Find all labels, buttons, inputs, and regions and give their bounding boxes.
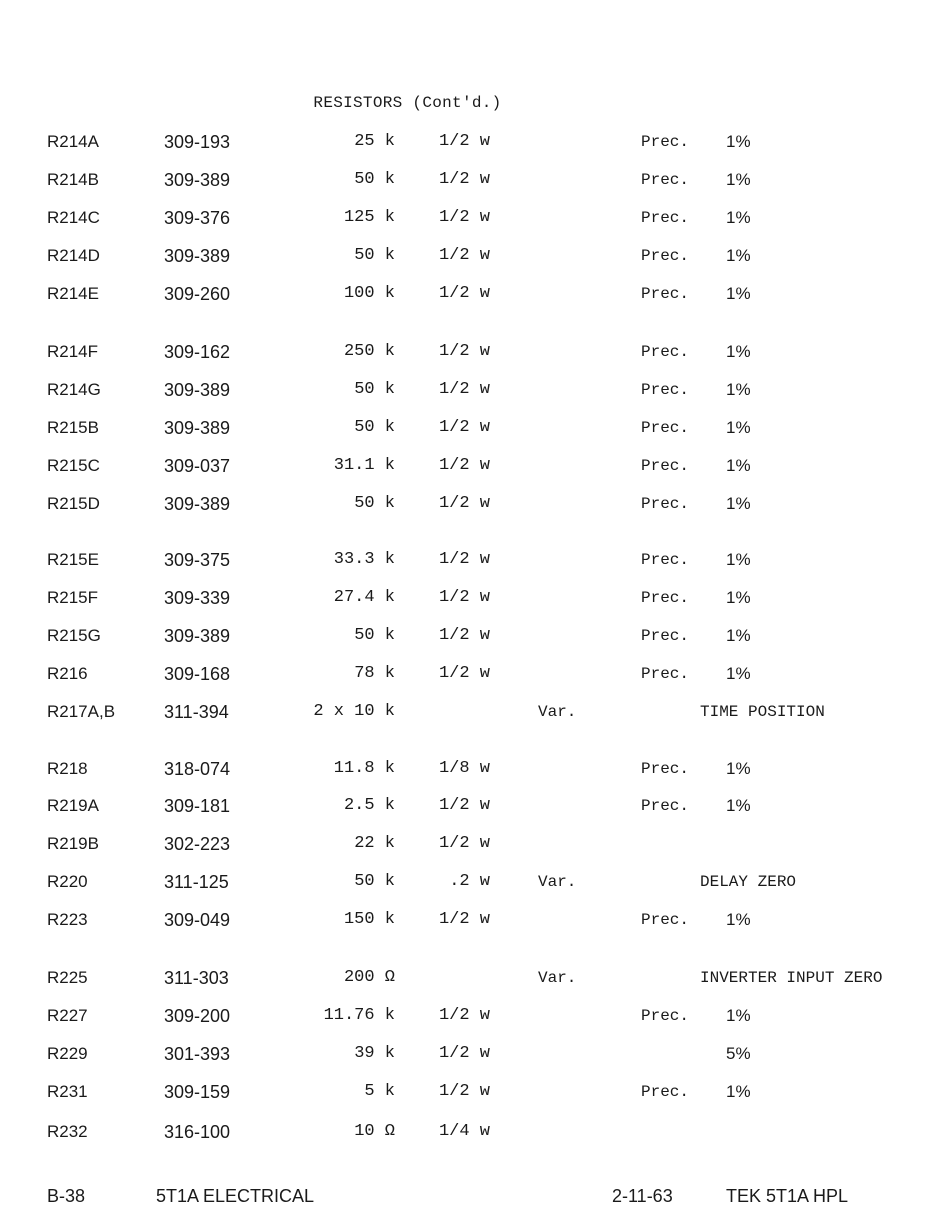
wattage: 1/2 w [438, 456, 490, 475]
wattage: 1/2 w [438, 208, 490, 227]
tolerance: 1% [726, 456, 751, 475]
wattage: 1/2 w [438, 494, 490, 513]
precision-label: Prec. [641, 419, 690, 437]
resistor-type: Var. [538, 969, 577, 987]
part-number: 309-260 [164, 284, 231, 304]
reference-designator: R217A,B [47, 702, 116, 721]
part-number: 309-168 [164, 664, 231, 684]
tolerance: 1% [726, 494, 751, 513]
tolerance: 1% [726, 796, 751, 815]
reference-designator: R215C [47, 456, 100, 475]
part-number: 309-389 [164, 494, 231, 514]
wattage: 1/2 w [438, 1082, 490, 1101]
table-row [0, 700, 950, 724]
wattage: 1/2 w [438, 588, 490, 607]
resistance-value: 125 k [343, 208, 395, 227]
resistance-value: 10 Ω [354, 1122, 395, 1141]
part-number: 311-125 [164, 872, 229, 892]
reference-designator: R219A [47, 796, 99, 815]
precision-label: Prec. [641, 343, 690, 361]
resistance-value: 11.76 k [323, 1006, 395, 1025]
wattage: 1/2 w [438, 1044, 490, 1063]
reference-designator: R214E [47, 284, 99, 303]
resistor-type: Var. [538, 703, 577, 721]
wattage: 1/2 w [438, 1006, 490, 1025]
wattage: 1/2 w [438, 246, 490, 265]
table-row [0, 206, 950, 230]
table-row [0, 966, 950, 990]
resistance-value: 50 k [354, 418, 395, 437]
resistance-value: 2 x 10 k [313, 702, 395, 721]
part-number: 316-100 [164, 1122, 231, 1142]
resistance-value: 150 k [343, 910, 395, 929]
table-row [0, 586, 950, 610]
table-row [0, 1080, 950, 1104]
page-footer [0, 1186, 950, 1212]
part-number: 309-389 [164, 170, 231, 190]
resistance-value: 78 k [354, 664, 395, 683]
part-number: 309-159 [164, 1082, 231, 1102]
table-row [0, 130, 950, 154]
resistance-value: 200 Ω [343, 968, 395, 987]
table-row [0, 832, 950, 856]
wattage: .2 w [449, 872, 490, 891]
precision-label: Prec. [641, 247, 690, 265]
resistance-value: 11.8 k [333, 759, 395, 778]
footer-page-number: B-38 [47, 1186, 86, 1206]
wattage: 1/4 w [438, 1122, 490, 1141]
tolerance: 1% [726, 284, 751, 303]
part-number: 309-389 [164, 380, 231, 400]
resistance-value: 31.1 k [333, 456, 395, 475]
precision-label: Prec. [641, 381, 690, 399]
wattage: 1/8 w [438, 759, 490, 778]
resistance-value: 50 k [354, 494, 395, 513]
reference-designator: R215D [47, 494, 100, 513]
reference-designator: R232 [47, 1122, 88, 1141]
reference-designator: R215E [47, 550, 99, 569]
part-number: 309-389 [164, 246, 231, 266]
resistance-value: 33.3 k [333, 550, 395, 569]
wattage: 1/2 w [438, 342, 490, 361]
resistance-value: 100 k [343, 284, 395, 303]
tolerance: 5% [726, 1044, 751, 1063]
part-number: 309-200 [164, 1006, 231, 1026]
reference-designator: R229 [47, 1044, 88, 1063]
precision-label: Prec. [641, 209, 690, 227]
tolerance: 1% [726, 626, 751, 645]
precision-label: Prec. [641, 457, 690, 475]
reference-designator: R214B [47, 170, 99, 189]
resistance-value: 50 k [354, 170, 395, 189]
tolerance: 1% [726, 342, 751, 361]
footer-date: 2-11-63 [612, 1186, 673, 1206]
part-number: 311-303 [164, 968, 229, 988]
wattage: 1/2 w [438, 170, 490, 189]
precision-label: Prec. [641, 171, 690, 189]
reference-designator: R219B [47, 834, 99, 853]
resistance-value: 22 k [354, 834, 395, 853]
table-row [0, 454, 950, 478]
tolerance: 1% [726, 132, 751, 151]
table-row [0, 908, 950, 932]
wattage: 1/2 w [438, 626, 490, 645]
precision-label: Prec. [641, 665, 690, 683]
reference-designator: R215B [47, 418, 99, 437]
tolerance: 1% [726, 550, 751, 569]
part-number: 309-037 [164, 456, 231, 476]
precision-label: Prec. [641, 760, 690, 778]
reference-designator: R215G [47, 626, 101, 645]
precision-label: Prec. [641, 551, 690, 569]
table-row [0, 416, 950, 440]
reference-designator: R220 [47, 872, 88, 891]
part-number: 301-393 [164, 1044, 231, 1064]
function-label: TIME POSITION [700, 703, 825, 721]
resistance-value: 250 k [343, 342, 395, 361]
table-row [0, 1004, 950, 1028]
resistance-value: 27.4 k [333, 588, 395, 607]
reference-designator: R225 [47, 968, 88, 987]
wattage: 1/2 w [438, 284, 490, 303]
precision-label: Prec. [641, 1083, 690, 1101]
reference-designator: R216 [47, 664, 88, 683]
reference-designator: R214C [47, 208, 100, 227]
part-number: 309-162 [164, 342, 231, 362]
reference-designator: R214A [47, 132, 99, 151]
reference-designator: R214F [47, 342, 99, 361]
precision-label: Prec. [641, 133, 690, 151]
precision-label: Prec. [641, 495, 690, 513]
table-row [0, 624, 950, 648]
tolerance: 1% [726, 910, 751, 929]
tolerance: 1% [726, 664, 751, 683]
function-label: DELAY ZERO [700, 873, 797, 891]
wattage: 1/2 w [438, 834, 490, 853]
wattage: 1/2 w [438, 664, 490, 683]
resistance-value: 50 k [354, 246, 395, 265]
table-row [0, 340, 950, 364]
tolerance: 1% [726, 380, 751, 399]
part-number: 318-074 [164, 759, 231, 779]
precision-label: Prec. [641, 589, 690, 607]
part-number: 309-389 [164, 626, 231, 646]
reference-designator: R214D [47, 246, 100, 265]
tolerance: 1% [726, 418, 751, 437]
wattage: 1/2 w [438, 796, 490, 815]
resistance-value: 50 k [354, 380, 395, 399]
tolerance: 1% [726, 588, 751, 607]
precision-label: Prec. [641, 1007, 690, 1025]
resistance-value: 2.5 k [343, 796, 395, 815]
page-title: RESISTORS (Cont'd.) [313, 94, 502, 112]
tolerance: 1% [726, 246, 751, 265]
reference-designator: R223 [47, 910, 88, 929]
part-number: 311-394 [164, 702, 229, 722]
tolerance: 1% [726, 170, 751, 189]
table-row [0, 662, 950, 686]
table-row [0, 378, 950, 402]
precision-label: Prec. [641, 911, 690, 929]
table-row [0, 870, 950, 894]
table-row [0, 492, 950, 516]
table-row [0, 757, 950, 781]
wattage: 1/2 w [438, 418, 490, 437]
reference-designator: R227 [47, 1006, 88, 1025]
part-number: 309-181 [164, 796, 231, 816]
reference-designator: R214G [47, 380, 101, 399]
part-number: 309-049 [164, 910, 231, 930]
precision-label: Prec. [641, 285, 690, 303]
footer-doc-id: TEK 5T1A HPL [726, 1186, 849, 1206]
table-row [0, 1120, 950, 1144]
table-row [0, 168, 950, 192]
tolerance: 1% [726, 1006, 751, 1025]
part-number: 309-376 [164, 208, 231, 228]
part-number: 302-223 [164, 834, 231, 854]
wattage: 1/2 w [438, 132, 490, 151]
part-number: 309-389 [164, 418, 231, 438]
wattage: 1/2 w [438, 550, 490, 569]
wattage: 1/2 w [438, 910, 490, 929]
reference-designator: R231 [47, 1082, 88, 1101]
tolerance: 1% [726, 759, 751, 778]
wattage: 1/2 w [438, 380, 490, 399]
table-row [0, 794, 950, 818]
table-row [0, 548, 950, 572]
reference-designator: R218 [47, 759, 88, 778]
resistance-value: 25 k [354, 132, 395, 151]
table-row [0, 244, 950, 268]
function-label: INVERTER INPUT ZERO [700, 969, 883, 987]
part-number: 309-339 [164, 588, 231, 608]
footer-section: 5T1A ELECTRICAL [156, 1186, 315, 1206]
tolerance: 1% [726, 1082, 751, 1101]
resistance-value: 39 k [354, 1044, 395, 1063]
reference-designator: R215F [47, 588, 99, 607]
part-number: 309-375 [164, 550, 231, 570]
resistance-value: 50 k [354, 626, 395, 645]
table-row [0, 1042, 950, 1066]
resistance-value: 50 k [354, 872, 395, 891]
resistor-type: Var. [538, 873, 577, 891]
tolerance: 1% [726, 208, 751, 227]
precision-label: Prec. [641, 627, 690, 645]
part-number: 309-193 [164, 132, 231, 152]
precision-label: Prec. [641, 797, 690, 815]
table-row [0, 282, 950, 306]
resistance-value: 5 k [364, 1082, 395, 1101]
